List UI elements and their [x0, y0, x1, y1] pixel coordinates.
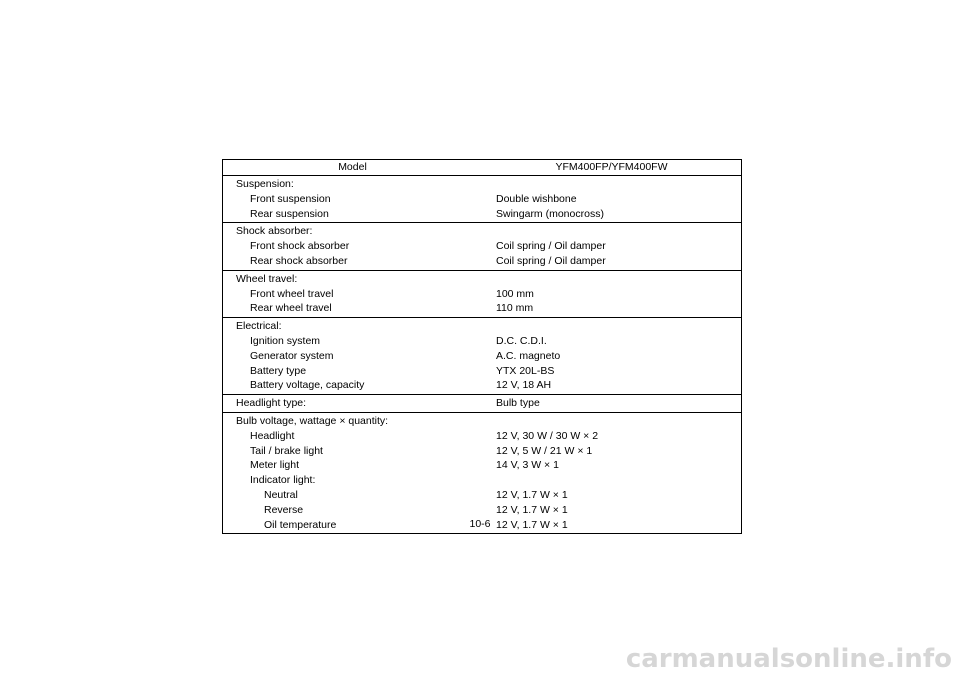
- spec-value: [496, 414, 741, 429]
- table-row: [223, 488, 741, 503]
- specifications-table: [222, 159, 742, 534]
- spec-value: 12 V, 30 W / 30 W × 2: [496, 429, 599, 442]
- spec-value: D.C. C.D.I.: [496, 334, 547, 347]
- spec-label: Front shock absorber: [250, 240, 350, 253]
- spec-value: 12 V, 1.7 W × 1: [496, 503, 568, 516]
- spec-value: 12 V, 18 AH: [496, 379, 552, 392]
- spec-label: Rear suspension: [250, 207, 329, 220]
- table-row: [223, 503, 741, 518]
- table-row: [223, 414, 741, 429]
- spec-value: Bulb type: [496, 397, 540, 410]
- spec-label: Meter light: [250, 459, 300, 472]
- table-row: [223, 301, 741, 316]
- table-row: [223, 349, 741, 364]
- spec-label: Neutral: [264, 488, 298, 501]
- spec-label: Wheel travel:: [236, 272, 298, 285]
- spec-label: Oil temperature: [264, 518, 337, 531]
- spec-value: YTX 20L-BS: [496, 364, 555, 377]
- table-header: [223, 160, 741, 176]
- model-label: Model: [338, 161, 367, 173]
- spec-value: 100 mm: [496, 287, 534, 300]
- spec-value: [496, 272, 741, 287]
- spec-value: 14 V, 3 W × 1: [496, 459, 559, 472]
- spec-value: Double wishbone: [496, 192, 577, 205]
- table-row: [223, 239, 741, 254]
- table-section: [223, 395, 741, 413]
- table-row: [223, 429, 741, 444]
- table-row: [223, 177, 741, 192]
- watermark: carmanualsonline.info: [625, 644, 952, 674]
- page-number: 10-6: [469, 518, 491, 530]
- spec-label: Ignition system: [250, 334, 321, 347]
- table-section: [223, 413, 741, 533]
- spec-label: Headlight: [250, 429, 295, 442]
- spec-label: Tail / brake light: [250, 444, 323, 457]
- table-row: [223, 334, 741, 349]
- table-row: [223, 224, 741, 239]
- spec-label: Suspension:: [236, 178, 294, 190]
- table-row: [223, 319, 741, 334]
- spec-value: [496, 473, 741, 488]
- spec-label: Headlight type:: [236, 397, 307, 410]
- spec-value: A.C. magneto: [496, 349, 561, 362]
- table-row: [223, 254, 741, 269]
- table-section: [223, 318, 741, 395]
- table-row: [223, 378, 741, 393]
- table-row: [223, 473, 741, 488]
- model-value: YFM400FP/YFM400FW: [555, 161, 668, 173]
- table-row: [223, 207, 741, 222]
- spec-value: [496, 224, 741, 239]
- spec-label: Battery voltage, capacity: [250, 379, 365, 392]
- spec-label: Reverse: [264, 503, 304, 516]
- table-section: [223, 271, 741, 318]
- spec-value: 12 V, 5 W / 21 W × 1: [496, 444, 593, 457]
- spec-value: Swingarm (monocross): [496, 207, 604, 220]
- table-section: [223, 176, 741, 223]
- spec-value: 12 V, 1.7 W × 1: [496, 488, 568, 501]
- spec-label: Generator system: [250, 349, 334, 362]
- table-row: [223, 287, 741, 302]
- spec-value: 12 V, 1.7 W × 1: [496, 518, 568, 531]
- table-row: [223, 272, 741, 287]
- table-row: [223, 364, 741, 379]
- spec-label: Shock absorber:: [236, 225, 313, 238]
- table-row: [223, 396, 741, 411]
- spec-value: [496, 177, 741, 192]
- spec-label: Battery type: [250, 364, 307, 377]
- spec-label: Electrical:: [236, 320, 282, 333]
- spec-value: Coil spring / Oil damper: [496, 254, 606, 267]
- spec-label: Indicator light:: [250, 474, 316, 487]
- spec-label: Front suspension: [250, 192, 331, 205]
- spec-label: Front wheel travel: [250, 287, 334, 300]
- spec-value: 110 mm: [496, 302, 534, 315]
- spec-value: Coil spring / Oil damper: [496, 240, 606, 253]
- table-row: [223, 458, 741, 473]
- spec-value: [496, 319, 741, 334]
- table-section: [223, 223, 741, 270]
- spec-label: Rear wheel travel: [250, 302, 332, 315]
- spec-label: Rear shock absorber: [250, 254, 348, 267]
- table-row: [223, 192, 741, 207]
- spec-label: Bulb voltage, wattage × quantity:: [236, 414, 389, 427]
- table-row: [223, 444, 741, 459]
- table-body: [223, 176, 741, 533]
